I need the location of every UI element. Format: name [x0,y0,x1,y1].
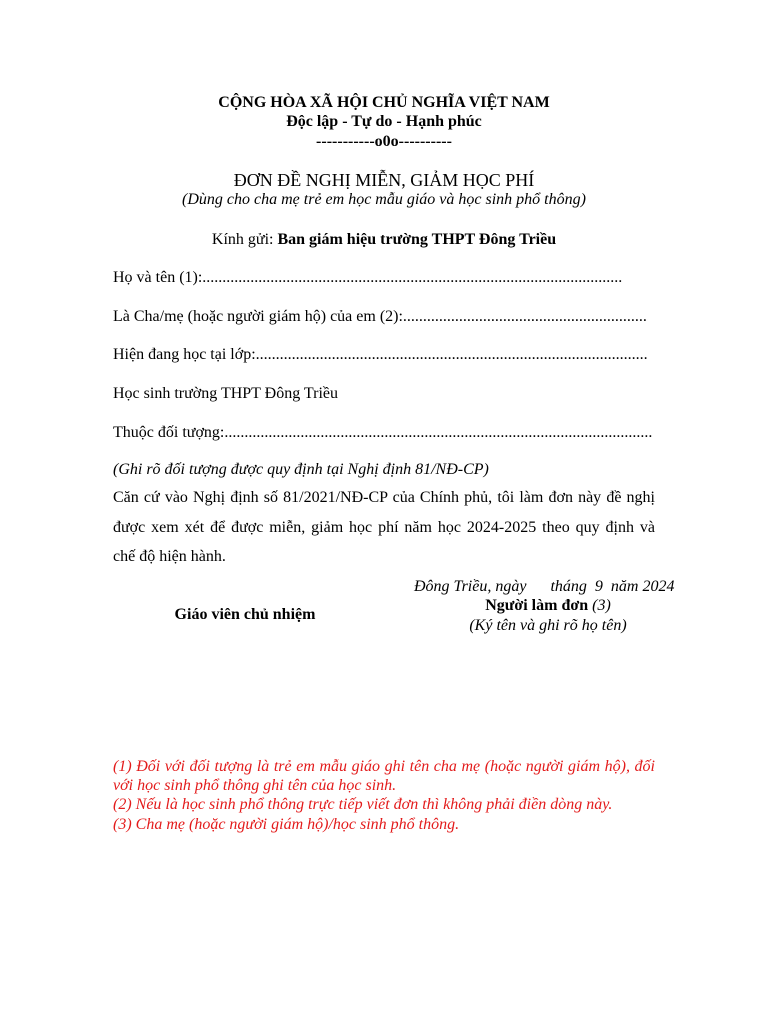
footnote-2: (2) Nếu là học sinh phổ thông trực tiếp viết đơn thì không phải điền dòng này. [113,796,613,813]
body-line-2: được xem xét để được miễn, giảm học phí năm học 2024-2025 theo quy định và [113,519,655,536]
applicant-label: Người làm đơn [485,597,589,614]
applicant-heading [448,596,648,616]
recipient-name: Ban giám hiệu trường THPT Đông Triều [277,231,557,248]
body-line-1: Căn cứ vào Nghị định số 81/2021/NĐ-CP của Chính phủ, tôi làm đơn này đề nghị [113,489,655,506]
category-note: (Ghi rõ đối tượng được quy định tại Nghị định 81/NĐ-CP) [113,461,489,478]
applicant-ref: (3) [588,597,611,614]
footnote-1-line-1: (1) Đối với đối tượng là trẻ em mẫu giáo ghi tên cha mẹ (hoặc người giám hộ), đối [113,758,655,775]
country-heading: CỘNG HÒA XÃ HỘI CHỦ NGHĨA VIỆT NAM [218,94,550,111]
national-motto: Độc lập - Tự do - Hạnh phúc [286,113,482,130]
category-field: Thuộc đối tượng:........................................................................................................... [113,424,653,441]
document-title: ĐƠN ĐỀ NGHỊ MIỄN, GIẢM HỌC PHÍ [233,170,535,190]
school-line: Học sinh trường THPT Đông Triều [113,385,339,402]
class-field: Hiện đang học tại lớp:.................................................................................................. [113,346,648,363]
applicant-sign-note: (Ký tên và ghi rõ họ tên) [469,617,627,634]
parent-of-field: Là Cha/mẹ (hoặc người giám hộ) của em (2):............................................................. [113,308,647,325]
header-separator: -----------o0o---------- [316,133,452,150]
footnote-1-line-2: với học sinh phổ thông ghi tên của học sinh. [113,777,397,794]
recipient-line [0,230,768,250]
document-subtitle: (Dùng cho cha mẹ trẻ em học mẫu giáo và học sinh phổ thông) [182,191,586,208]
homeroom-teacher-label: Giáo viên chủ nhiệm [174,606,316,623]
place-date: Đông Triều, ngày tháng 9 năm 2024 [414,578,675,595]
body-line-3: chế độ hiện hành. [113,548,226,565]
recipient-prefix: Kính gửi: [211,231,278,248]
full-name-field: Họ và tên (1):......................................................................................................... [113,269,623,286]
footnote-3: (3) Cha mẹ (hoặc người giám hộ)/học sinh phổ thông. [113,816,460,833]
